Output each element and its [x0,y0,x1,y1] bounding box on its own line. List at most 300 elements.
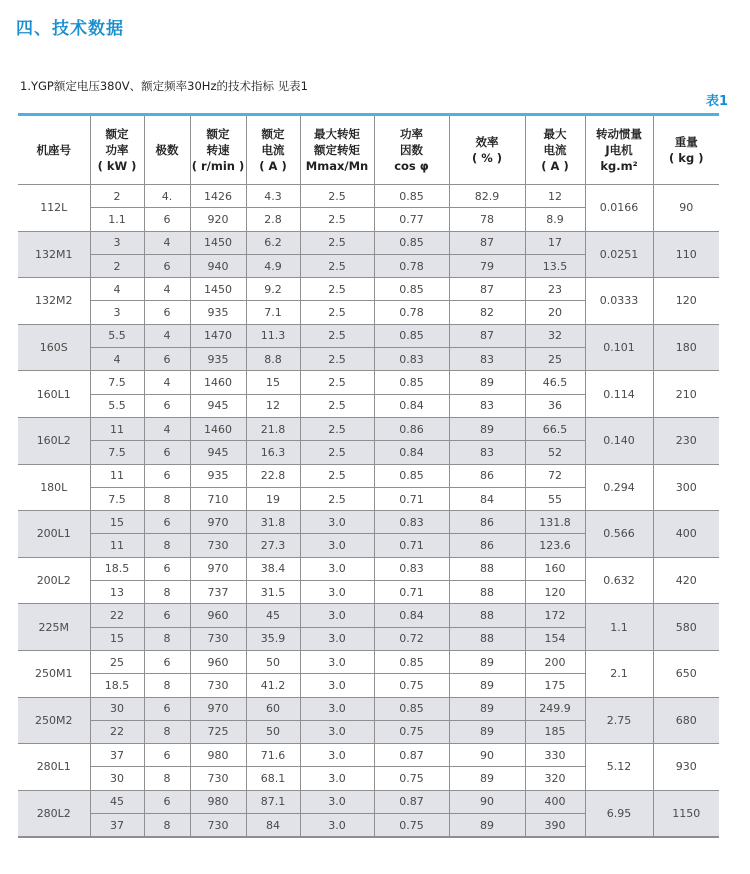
header-cell [374,116,449,185]
value-cell: 330 [525,744,585,767]
value-cell: 4.3 [246,185,300,208]
table-body [18,185,719,837]
value-cell: 0.78 [374,301,449,324]
value-cell: 2.5 [300,301,374,324]
value-cell: 0.86 [374,417,449,440]
value-cell: 15 [246,371,300,394]
value-cell: 6 [144,441,190,464]
value-cell: 82 [449,301,525,324]
header-line: 功率 [400,127,423,141]
value-cell: 960 [190,604,246,627]
value-cell: 0.85 [374,185,449,208]
weight-cell: 1150 [653,790,719,837]
value-cell: 2.5 [300,324,374,347]
value-cell: 19 [246,487,300,510]
value-cell: 6 [144,464,190,487]
value-cell: 2.5 [300,371,374,394]
value-cell: 935 [190,301,246,324]
value-cell: 82.9 [449,185,525,208]
value-cell: 2.5 [300,348,374,371]
value-cell: 3.0 [300,627,374,650]
value-cell: 6.2 [246,231,300,254]
value-cell: 6 [144,697,190,720]
value-cell: 20 [525,301,585,324]
intro-text: 1.YGP额定电压380V、额定频率30Hz的技术指标 见表1 [20,79,308,93]
value-cell: 18.5 [90,674,144,697]
value-cell: 120 [525,581,585,604]
value-cell: 6 [144,790,190,813]
inertia-cell: 0.0333 [585,278,653,325]
value-cell: 730 [190,767,246,790]
value-cell: 30 [90,767,144,790]
value-cell: 11 [90,417,144,440]
value-cell: 8 [144,674,190,697]
value-cell: 970 [190,557,246,580]
value-cell: 8.9 [525,208,585,231]
table-row [18,511,719,534]
value-cell: 123.6 [525,534,585,557]
value-cell: 66.5 [525,417,585,440]
value-cell: 86 [449,534,525,557]
value-cell: 89 [449,720,525,743]
header-cell [18,116,90,185]
value-cell: 0.75 [374,767,449,790]
inertia-cell: 0.294 [585,464,653,511]
value-cell: 89 [449,417,525,440]
frame-size-cell: 132M2 [18,278,90,325]
header-line: 转动惯量 [596,127,642,141]
value-cell: 6 [144,208,190,231]
value-cell: 6 [144,511,190,534]
value-cell: 710 [190,487,246,510]
table-label: 表1 [705,94,728,109]
value-cell: 2.5 [300,231,374,254]
value-cell: 71.6 [246,744,300,767]
frame-size-cell: 280L2 [18,790,90,837]
value-cell: 0.71 [374,534,449,557]
value-cell: 16.3 [246,441,300,464]
value-cell: 4 [144,371,190,394]
value-cell: 0.85 [374,650,449,673]
table-row [18,697,719,720]
frame-size-cell: 250M1 [18,650,90,697]
table-row [18,464,719,487]
table-row [18,557,719,580]
value-cell: 0.85 [374,697,449,720]
value-cell: 17 [525,231,585,254]
value-cell: 0.84 [374,604,449,627]
table-row [18,650,719,673]
header-cell [190,116,246,185]
value-cell: 3.0 [300,744,374,767]
header-line: 功率 [105,143,129,157]
value-cell: 90 [449,790,525,813]
value-cell: 0.85 [374,278,449,301]
value-cell: 320 [525,767,585,790]
header-line: 电流 [543,143,567,157]
value-cell: 4 [144,417,190,440]
frame-size-cell: 280L1 [18,744,90,791]
inertia-cell: 1.1 [585,604,653,651]
value-cell: 87 [449,278,525,301]
value-cell: 88 [449,627,525,650]
header-line: 电流 [261,143,285,157]
value-cell: 160 [525,557,585,580]
spec-table [18,116,719,837]
section-title: 四、技术数据 [16,19,124,39]
weight-cell: 180 [653,324,719,371]
header-line: ( A ) [541,159,569,173]
value-cell: 2.5 [300,185,374,208]
value-cell: 89 [449,697,525,720]
value-cell: 3 [90,301,144,324]
value-cell: 0.87 [374,744,449,767]
weight-cell: 680 [653,697,719,744]
header-line: Mmax/Mn [305,159,369,173]
value-cell: 172 [525,604,585,627]
header-line: 额定转矩 [314,143,360,157]
value-cell: 2.5 [300,464,374,487]
inertia-cell: 0.0251 [585,231,653,278]
weight-cell: 210 [653,371,719,418]
value-cell: 21.8 [246,417,300,440]
value-cell: 52 [525,441,585,464]
value-cell: 35.9 [246,627,300,650]
value-cell: 89 [449,650,525,673]
table-row [18,324,719,347]
table-row [18,231,719,254]
value-cell: 0.83 [374,511,449,534]
header-line: ( % ) [471,151,503,165]
header-cell [449,116,525,185]
value-cell: 0.77 [374,208,449,231]
value-cell: 45 [246,604,300,627]
weight-cell: 580 [653,604,719,651]
value-cell: 4.9 [246,254,300,277]
table-bottom-rule [18,837,719,838]
value-cell: 725 [190,720,246,743]
header-line: 最大 [543,127,567,141]
value-cell: 0.72 [374,627,449,650]
value-cell: 50 [246,650,300,673]
value-cell: 38.4 [246,557,300,580]
value-cell: 15 [90,627,144,650]
table-header-row [18,116,719,185]
value-cell: 3.0 [300,534,374,557]
inertia-cell: 0.140 [585,417,653,464]
header-cell [246,116,300,185]
weight-cell: 90 [653,185,719,232]
value-cell: 78 [449,208,525,231]
value-cell: 960 [190,650,246,673]
value-cell: 2.8 [246,208,300,231]
value-cell: 970 [190,511,246,534]
value-cell: 83 [449,394,525,417]
value-cell: 79 [449,254,525,277]
value-cell: 920 [190,208,246,231]
value-cell: 7.5 [90,487,144,510]
value-cell: 13 [90,581,144,604]
weight-cell: 420 [653,557,719,604]
value-cell: 72 [525,464,585,487]
frame-size-cell: 200L1 [18,511,90,558]
inertia-cell: 0.114 [585,371,653,418]
value-cell: 4 [90,348,144,371]
value-cell: 935 [190,464,246,487]
weight-cell: 650 [653,650,719,697]
header-line: J电机 [605,143,633,157]
value-cell: 41.2 [246,674,300,697]
value-cell: 5.5 [90,394,144,417]
value-cell: 154 [525,627,585,650]
value-cell: 3.0 [300,650,374,673]
table-row [18,185,719,208]
value-cell: 90 [449,744,525,767]
value-cell: 4 [144,231,190,254]
value-cell: 8.8 [246,348,300,371]
header-line: ( A ) [259,159,287,173]
value-cell: 200 [525,650,585,673]
value-cell: 1.1 [90,208,144,231]
value-cell: 50 [246,720,300,743]
header-line: 额定 [206,127,230,141]
value-cell: 730 [190,814,246,837]
frame-size-cell: 112L [18,185,90,232]
inertia-cell: 0.0166 [585,185,653,232]
value-cell: 8 [144,581,190,604]
value-cell: 60 [246,697,300,720]
value-cell: 4 [144,278,190,301]
weight-cell: 930 [653,744,719,791]
header-line: 转速 [206,143,230,157]
inertia-cell: 0.566 [585,511,653,558]
value-cell: 3 [90,231,144,254]
value-cell: 8 [144,720,190,743]
value-cell: 2.5 [300,254,374,277]
spec-table-frame [18,113,719,838]
value-cell: 55 [525,487,585,510]
value-cell: 31.8 [246,511,300,534]
frame-size-cell: 180L [18,464,90,511]
frame-size-cell: 160L1 [18,371,90,418]
value-cell: 0.71 [374,581,449,604]
weight-cell: 230 [653,417,719,464]
value-cell: 3.0 [300,720,374,743]
value-cell: 3.0 [300,511,374,534]
value-cell: 86 [449,464,525,487]
value-cell: 37 [90,814,144,837]
value-cell: 89 [449,371,525,394]
value-cell: 1450 [190,278,246,301]
header-line: ( r/min ) [191,159,245,173]
value-cell: 730 [190,674,246,697]
value-cell: 980 [190,790,246,813]
header-line: 机座号 [36,143,71,157]
value-cell: 940 [190,254,246,277]
value-cell: 46.5 [525,371,585,394]
value-cell: 6 [144,744,190,767]
weight-cell: 120 [653,278,719,325]
value-cell: 4. [144,185,190,208]
value-cell: 11 [90,534,144,557]
value-cell: 87.1 [246,790,300,813]
value-cell: 0.85 [374,231,449,254]
value-cell: 2.5 [300,394,374,417]
value-cell: 4 [144,324,190,347]
value-cell: 8 [144,814,190,837]
value-cell: 249.9 [525,697,585,720]
frame-size-cell: 160L2 [18,417,90,464]
inertia-cell: 0.632 [585,557,653,604]
value-cell: 22.8 [246,464,300,487]
value-cell: 89 [449,767,525,790]
table-row [18,790,719,813]
frame-size-cell: 250M2 [18,697,90,744]
value-cell: 0.85 [374,324,449,347]
value-cell: 970 [190,697,246,720]
value-cell: 1460 [190,417,246,440]
value-cell: 13.5 [525,254,585,277]
inertia-cell: 2.75 [585,697,653,744]
value-cell: 15 [90,511,144,534]
value-cell: 12 [246,394,300,417]
value-cell: 12 [525,185,585,208]
weight-cell: 400 [653,511,719,558]
value-cell: 88 [449,604,525,627]
value-cell: 185 [525,720,585,743]
value-cell: 980 [190,744,246,767]
value-cell: 27.3 [246,534,300,557]
inertia-cell: 0.101 [585,324,653,371]
inertia-cell: 6.95 [585,790,653,837]
value-cell: 0.83 [374,557,449,580]
value-cell: 2.5 [300,417,374,440]
value-cell: 36 [525,394,585,417]
value-cell: 0.75 [374,720,449,743]
value-cell: 390 [525,814,585,837]
weight-cell: 110 [653,231,719,278]
header-line: 额定 [105,127,129,141]
weight-cell: 300 [653,464,719,511]
value-cell: 87 [449,324,525,347]
value-cell: 0.85 [374,464,449,487]
value-cell: 0.84 [374,441,449,464]
value-cell: 175 [525,674,585,697]
value-cell: 2.5 [300,441,374,464]
header-cell [144,116,190,185]
value-cell: 5.5 [90,324,144,347]
value-cell: 0.78 [374,254,449,277]
table-row [18,278,719,301]
value-cell: 3.0 [300,557,374,580]
value-cell: 22 [90,720,144,743]
value-cell: 6 [144,348,190,371]
value-cell: 31.5 [246,581,300,604]
value-cell: 945 [190,394,246,417]
value-cell: 3.0 [300,790,374,813]
value-cell: 2 [90,185,144,208]
value-cell: 25 [525,348,585,371]
inertia-cell: 2.1 [585,650,653,697]
value-cell: 23 [525,278,585,301]
header-cell [90,116,144,185]
value-cell: 3.0 [300,674,374,697]
value-cell: 7.5 [90,441,144,464]
value-cell: 88 [449,557,525,580]
value-cell: 935 [190,348,246,371]
value-cell: 6 [144,650,190,673]
value-cell: 2.5 [300,278,374,301]
value-cell: 3.0 [300,697,374,720]
value-cell: 6 [144,604,190,627]
header-cell [525,116,585,185]
value-cell: 84 [246,814,300,837]
value-cell: 3.0 [300,767,374,790]
value-cell: 45 [90,790,144,813]
value-cell: 32 [525,324,585,347]
value-cell: 4 [90,278,144,301]
frame-size-cell: 132M1 [18,231,90,278]
value-cell: 89 [449,674,525,697]
value-cell: 18.5 [90,557,144,580]
value-cell: 1450 [190,231,246,254]
table-row [18,604,719,627]
value-cell: 945 [190,441,246,464]
value-cell: 25 [90,650,144,673]
value-cell: 68.1 [246,767,300,790]
value-cell: 8 [144,487,190,510]
value-cell: 1460 [190,371,246,394]
value-cell: 0.75 [374,814,449,837]
value-cell: 0.75 [374,674,449,697]
value-cell: 8 [144,767,190,790]
value-cell: 30 [90,697,144,720]
header-line: ( kW ) [97,159,137,173]
value-cell: 730 [190,627,246,650]
table-row [18,744,719,767]
value-cell: 2.5 [300,487,374,510]
value-cell: 131.8 [525,511,585,534]
value-cell: 1426 [190,185,246,208]
header-line: 极数 [155,143,179,157]
table-row [18,417,719,440]
value-cell: 86 [449,511,525,534]
value-cell: 9.2 [246,278,300,301]
value-cell: 83 [449,348,525,371]
header-line: 效率 [475,135,499,149]
value-cell: 11 [90,464,144,487]
value-cell: 83 [449,441,525,464]
frame-size-cell: 225M [18,604,90,651]
header-line: 额定 [261,127,285,141]
value-cell: 7.5 [90,371,144,394]
frame-size-cell: 200L2 [18,557,90,604]
frame-size-cell: 160S [18,324,90,371]
header-cell [585,116,653,185]
header-cell [653,116,719,185]
value-cell: 0.83 [374,348,449,371]
value-cell: 1470 [190,324,246,347]
value-cell: 0.87 [374,790,449,813]
value-cell: 84 [449,487,525,510]
header-line: 最大转矩 [314,127,360,141]
header-line: ( kg ) [669,151,704,165]
value-cell: 3.0 [300,814,374,837]
header-cell [300,116,374,185]
value-cell: 6 [144,254,190,277]
value-cell: 87 [449,231,525,254]
value-cell: 8 [144,627,190,650]
